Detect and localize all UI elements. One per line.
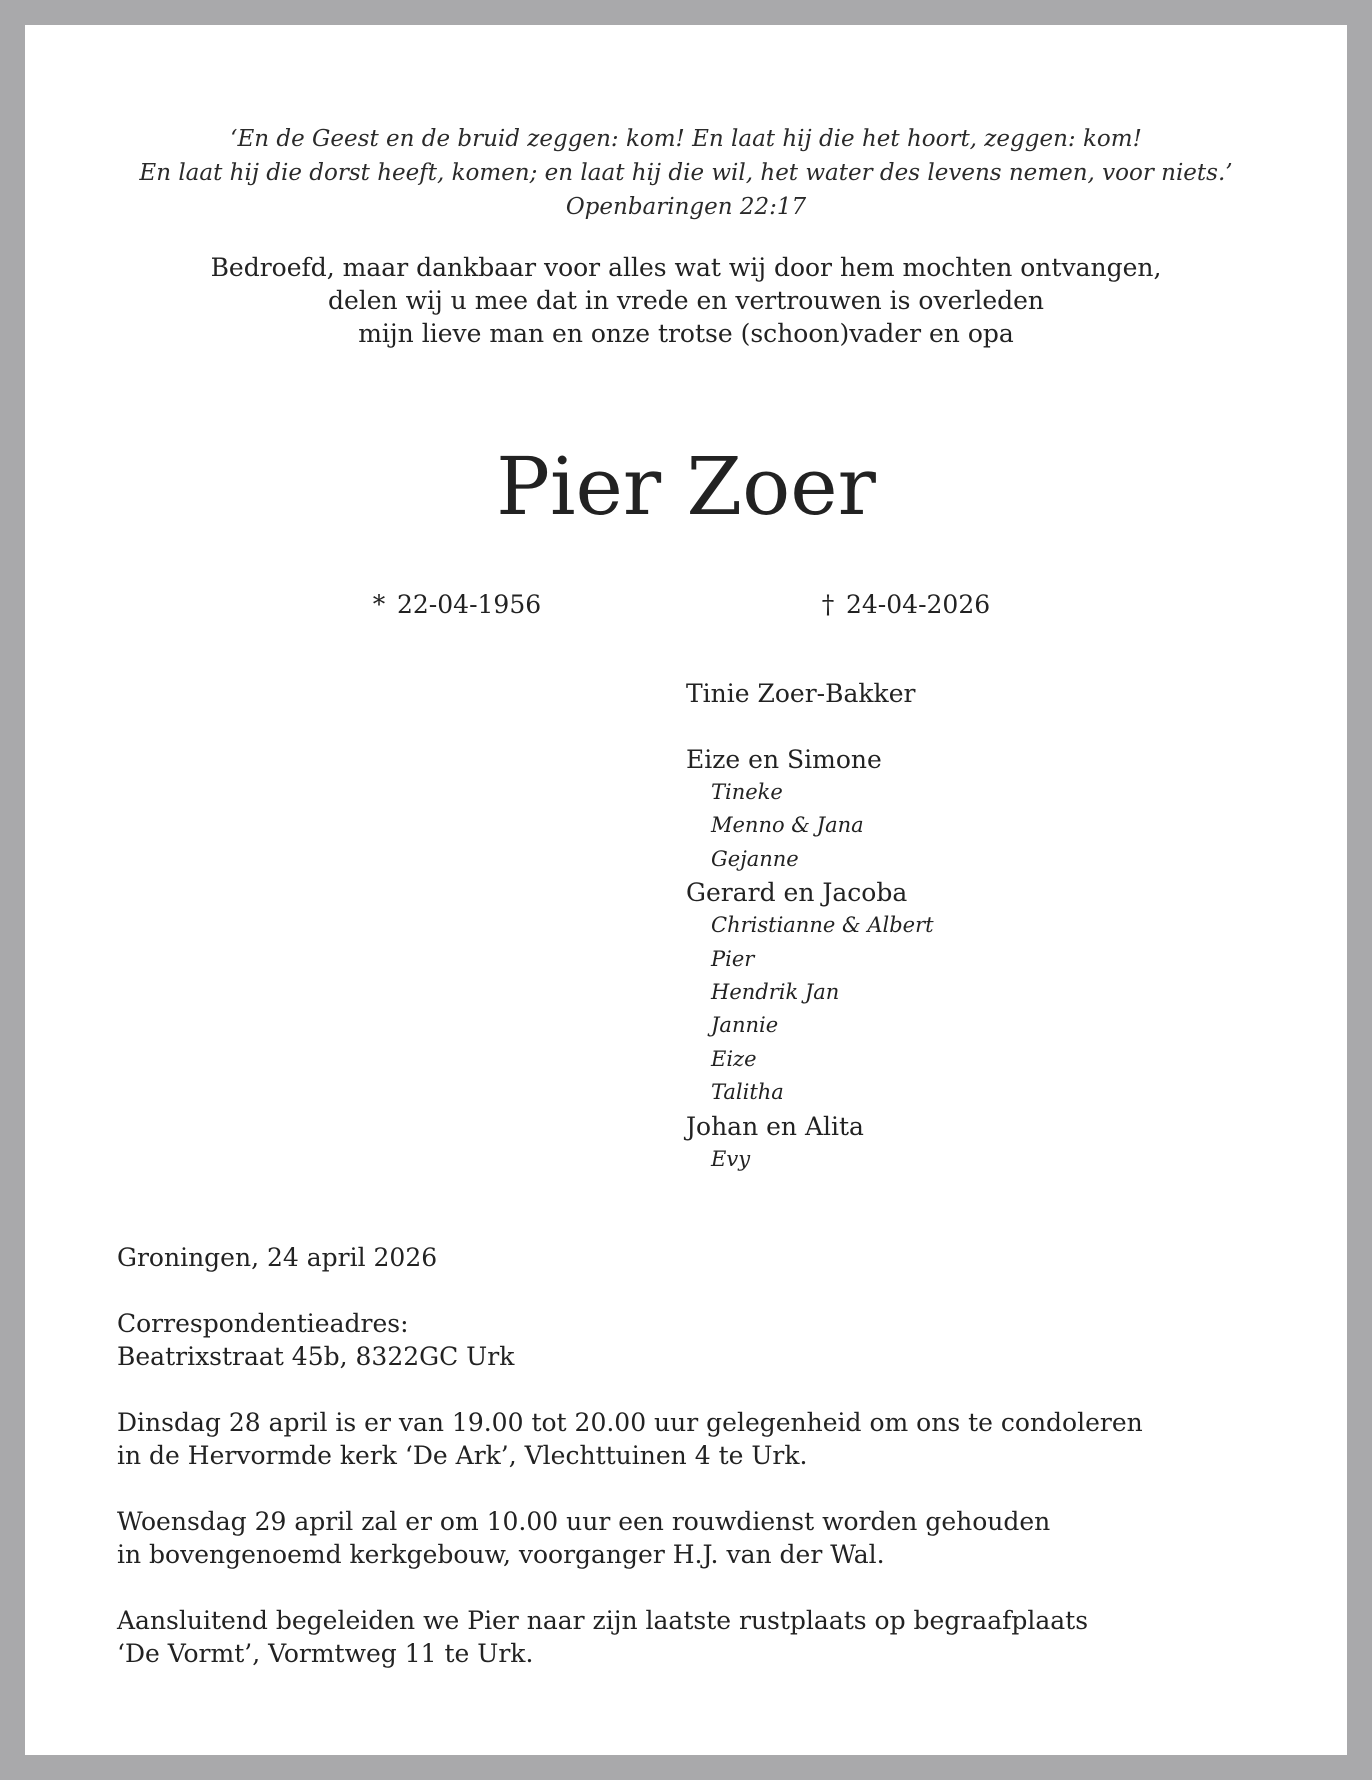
verse-line-2: En laat hij die dorst heeft, komen; en laat hij die wil, het water des levens nemen, voor niets.’ (139, 160, 1233, 186)
death-notice-page (25, 25, 1347, 1755)
child-name: Eize en Simone (686, 745, 882, 774)
funeral-details (117, 1241, 1267, 1670)
child-name: Gerard en Jacoba (686, 878, 908, 908)
grandchild-name: Jannie (711, 1013, 779, 1038)
intro-text (25, 251, 1347, 350)
deceased-name: Pier Zoer (496, 440, 876, 533)
grandchild-name: Tineke (711, 780, 783, 804)
condolence-line-2: in de Hervormde kerk ‘De Ark’, Vlechttuinen 4 te Urk. (117, 1441, 808, 1470)
address: Beatrixstraat 45b, 8322GC Urk (117, 1342, 515, 1371)
address-label: Correspondentieadres: (117, 1309, 409, 1338)
intro-line-2: delen wij u mee dat in vrede en vertrouwen is overleden (327, 286, 1045, 315)
birth-date (365, 588, 541, 622)
death-date (814, 588, 990, 622)
family-list (686, 677, 1286, 1176)
grandchild-name: Hendrik Jan (711, 980, 840, 1005)
grandchild-name: Talitha (711, 1080, 784, 1105)
verse-line-1: ‘En de Geest en de bruid zeggen: kom! En laat hij die het hoort, zeggen: kom! (230, 126, 1142, 152)
burial-line-1: Aansluitend begeleiden we Pier naar zijn laatste rustplaats op begraafplaats (117, 1606, 1089, 1635)
grandchild-name: Pier (711, 946, 755, 971)
asterisk-icon: * (372, 590, 386, 619)
service-line-2: in bovengenoemd kerkgebouw, voorganger H.J. van der Wal. (117, 1540, 885, 1569)
burial-line-2: ‘De Vormt’, Vormtweg 11 te Urk. (117, 1639, 534, 1668)
spouse-name: Tinie Zoer-Bakker (686, 679, 916, 708)
grandchild-name: Gejanne (711, 846, 799, 871)
service-line-1: Woensdag 29 april zal er om 10.00 uur een rouwdienst worden gehouden (117, 1507, 1051, 1536)
grandchild-name: Christianne & Albert (711, 913, 934, 938)
child-name: Johan en Alita (686, 1111, 864, 1141)
bible-verse (25, 122, 1347, 224)
grandchild-name: Evy (711, 1146, 751, 1171)
cross-icon: † (821, 590, 835, 619)
place-date: Groningen, 24 april 2026 (117, 1243, 438, 1272)
death-date-value: 24-04-2026 (846, 590, 991, 619)
grandchild-name: Eize (711, 1046, 757, 1071)
intro-line-1: Bedroefd, maar dankbaar voor alles wat wij door hem mochten ontvangen, (210, 253, 1162, 282)
grandchild-name: Menno & Jana (711, 813, 864, 838)
intro-line-3: mijn lieve man en onze trotse (schoon)vader en opa (358, 319, 1014, 348)
birth-date-value: 22-04-1956 (397, 590, 542, 619)
condolence-line-1: Dinsdag 28 april is er van 19.00 tot 20.00 uur gelegenheid om ons te condoleren (117, 1408, 1143, 1437)
verse-reference: Openbaringen 22:17 (565, 194, 807, 220)
